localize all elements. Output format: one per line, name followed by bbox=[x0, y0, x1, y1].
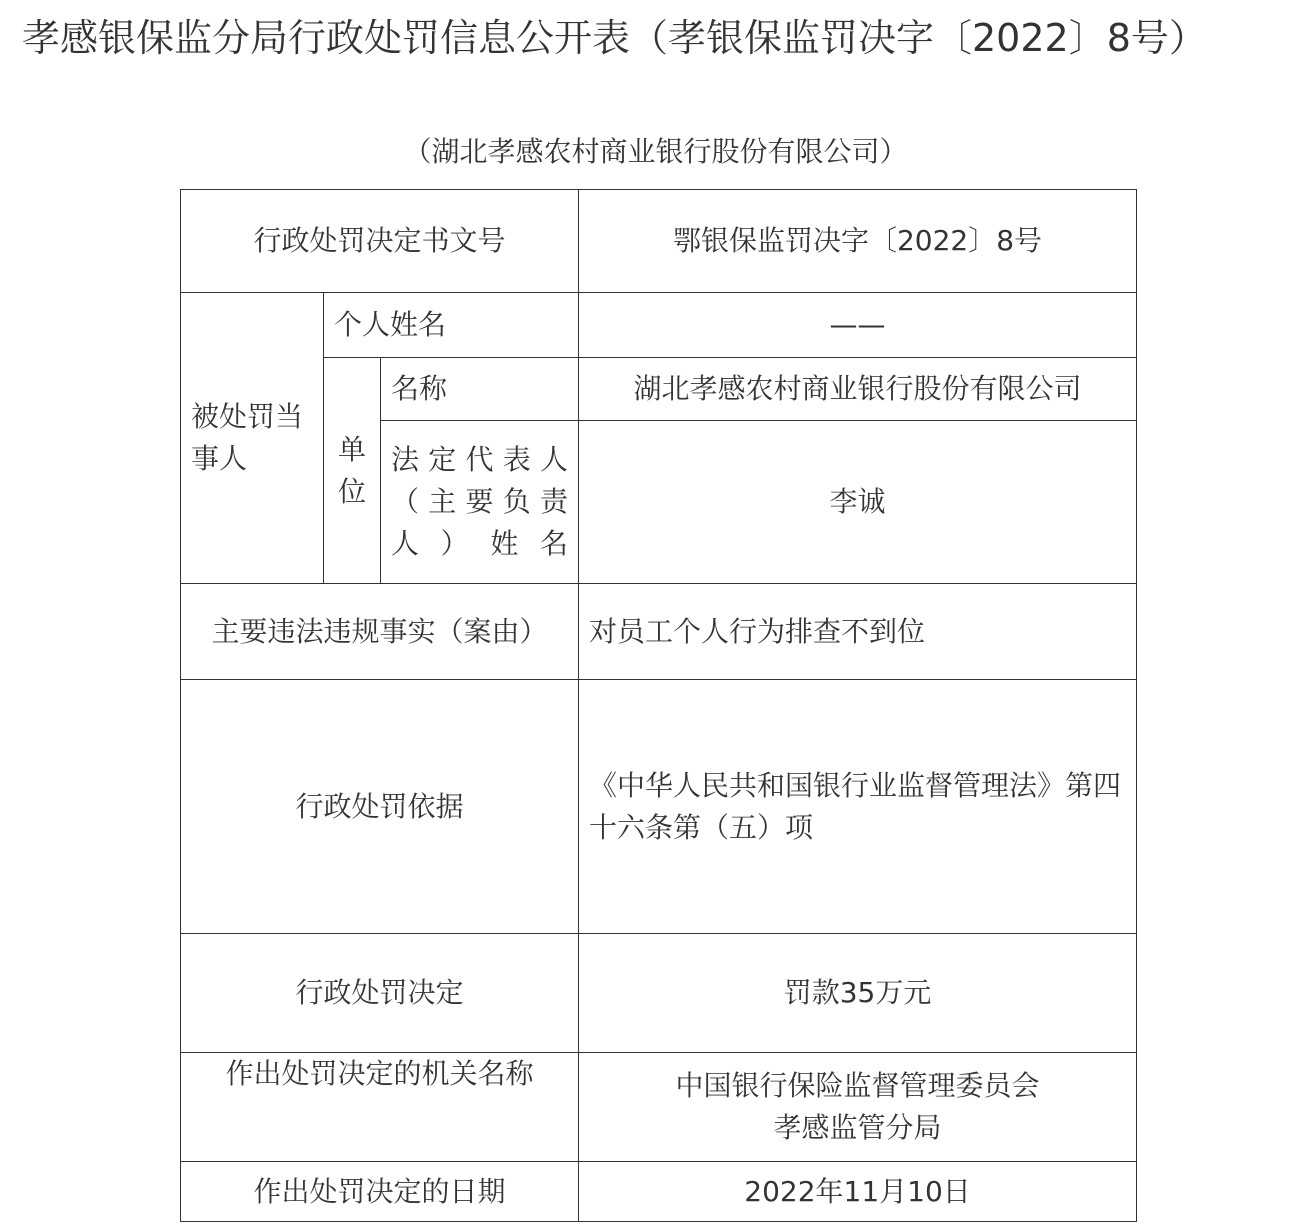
table-row-date bbox=[181, 1162, 1137, 1222]
page-subtitle: （湖北孝感农村商业银行股份有限公司） bbox=[403, 135, 908, 168]
basis-value: 《中华人民共和国银行业监督管理法》第四十六条第（五）项 bbox=[579, 680, 1137, 934]
facts-label: 主要违法违规事实（案由） bbox=[181, 584, 579, 680]
unit-name-label: 名称 bbox=[381, 358, 579, 421]
unit-label: 单位 bbox=[324, 358, 381, 584]
authority-value-line2: 孝感监管分局 bbox=[773, 1111, 942, 1144]
date-label: 作出处罚决定的日期 bbox=[181, 1162, 579, 1222]
legal-rep-value: 李诚 bbox=[579, 421, 1137, 584]
authority-value-line1: 中国银行保险监督管理委员会 bbox=[675, 1069, 1040, 1102]
decision-value: 罚款35万元 bbox=[579, 934, 1137, 1053]
table-row-authority bbox=[181, 1053, 1137, 1162]
table-row-individual bbox=[181, 293, 1137, 358]
legal-rep-label: 法定代表人（主要负责人）姓名 bbox=[381, 421, 579, 584]
party-label: 被处罚当事人 bbox=[181, 293, 324, 584]
unit-name-value: 湖北孝感农村商业银行股份有限公司 bbox=[579, 358, 1137, 421]
authority-value bbox=[579, 1053, 1137, 1162]
table-row-basis bbox=[181, 680, 1137, 934]
authority-label: 作出处罚决定的机关名称 bbox=[181, 1053, 579, 1162]
individual-name-label: 个人姓名 bbox=[324, 293, 579, 358]
basis-label: 行政处罚依据 bbox=[181, 680, 579, 934]
table-row-decision bbox=[181, 934, 1137, 1053]
table-row-doc-number bbox=[181, 190, 1137, 293]
decision-label: 行政处罚决定 bbox=[181, 934, 579, 1053]
page-title: 孝感银保监分局行政处罚信息公开表（孝银保监罚决字〔2022〕8号） bbox=[22, 16, 1207, 60]
penalty-info-table bbox=[180, 189, 1137, 1222]
doc-number-value: 鄂银保监罚决字〔2022〕8号 bbox=[579, 190, 1137, 293]
date-value: 2022年11月10日 bbox=[579, 1162, 1137, 1222]
doc-number-label: 行政处罚决定书文号 bbox=[181, 190, 579, 293]
individual-name-value: —— bbox=[579, 293, 1137, 358]
facts-value: 对员工个人行为排查不到位 bbox=[579, 584, 1137, 680]
table-row-facts bbox=[181, 584, 1137, 680]
table-row-unit-name bbox=[181, 358, 1137, 421]
